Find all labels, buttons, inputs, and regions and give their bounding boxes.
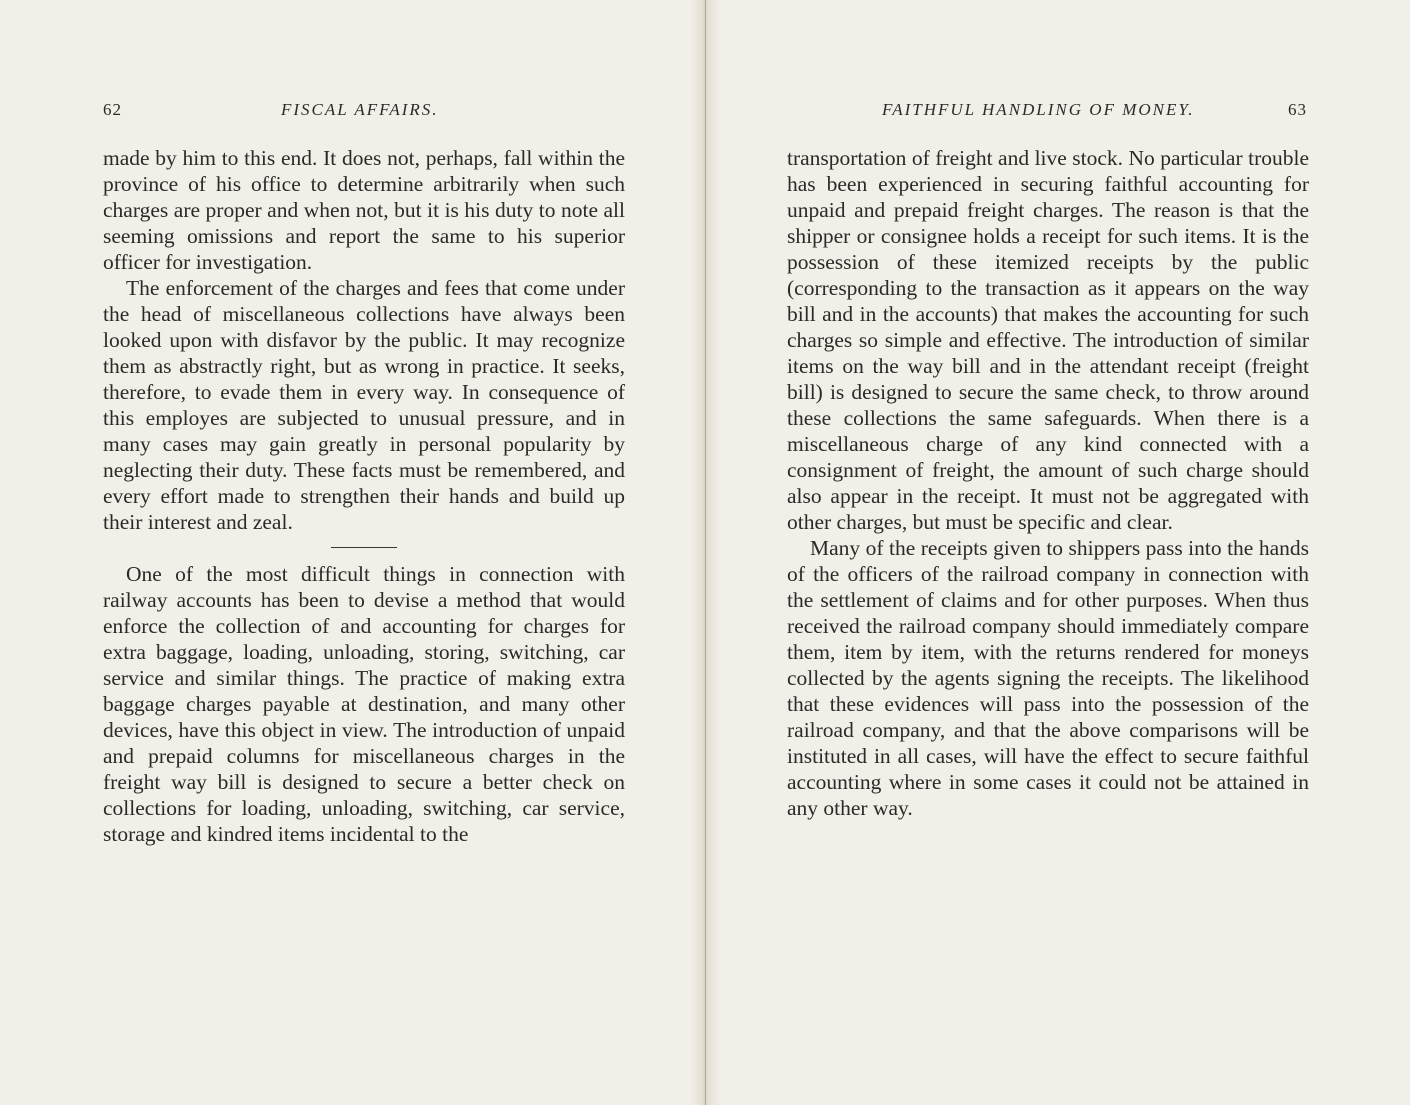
right-paragraph-continued: transportation of freight and live stock. No particular trouble has been experienced in securing faithful accounting for unpaid and prepaid freight charges. The reason is that the shipper or consignee holds a receipt for such items. It is the possession of these itemized receipts by the public (corresponding to the transaction as it appears on the way bill and in the accounts) that makes the accounting for such charges so simple and effective. The introduction of similar items on the way bill and in the attendant receipt (freight bill) is designed to secure the same check, to throw around these collections the same safeguards. When there is a miscellaneous charge of any kind connected with a consignment of freight, the amount of such charge should also appear in the receipt. It must not be aggregated with other charges, but must be specific and clear. — [787, 146, 1309, 534]
left-page-body — [103, 145, 625, 847]
left-paragraph-difficult-things: One of the most difficult things in connection with railway accounts has been to devise a method that would enforce the collection of and accounting for charges for extra baggage, loading, unloading, storing, switching, car service and similar things. The practice of making extra baggage charges payable at destination, and many other devices, have this object in view. The introduction of unpaid and prepaid columns for miscellaneous charges in the freight way bill is designed to secure a better check on collections for loading, unloading, switching, car service, storage and kindred items incidental to the — [103, 562, 625, 846]
left-running-title: FISCAL AFFAIRS. — [281, 100, 439, 119]
right-page — [710, 0, 1410, 1105]
right-paragraph-receipts: Many of the receipts given to shippers pass into the hands of the officers of the railroad company in connection with the settlement of claims and for other purposes. When thus received the railroad company should immediately compare them, item by item, with the returns rendered for moneys collected by the agents signing the receipts. The likelihood that these evidences will pass into the possession of the railroad company, and that the above comparisons will be instituted in all cases, will have the effect to secure faithful accounting where in some cases it could not be attained in any other way. — [787, 536, 1309, 820]
left-paragraph-enforcement: The enforcement of the charges and fees that come under the head of miscellaneous collections have always been looked upon with disfavor by the public. It may recognize them as abstractly right, but as wrong in practice. It seeks, therefore, to evade them in every way. In consequence of this employes are subjected to unusual pressure, and in many cases may gain greatly in personal popularity by neglecting their duty. These facts must be remembered, and every effort made to strengthen their hands and build up their interest and zeal. — [103, 276, 625, 534]
right-page-body — [787, 145, 1309, 821]
right-page-number: 63 — [1288, 100, 1307, 119]
left-page — [0, 0, 700, 1105]
left-page-number: 62 — [103, 100, 122, 119]
left-paragraph-continued: made by him to this end. It does not, perhaps, fall within the province of his office to determine arbitrarily when such charges are proper and when not, but it is his duty to note all seeming omissions and report the same to his superior officer for investigation. — [103, 146, 625, 274]
section-divider-rule — [331, 547, 397, 548]
right-running-title: FAITHFUL HANDLING OF MONEY. — [882, 100, 1195, 119]
gutter-fold-line — [705, 0, 706, 1105]
